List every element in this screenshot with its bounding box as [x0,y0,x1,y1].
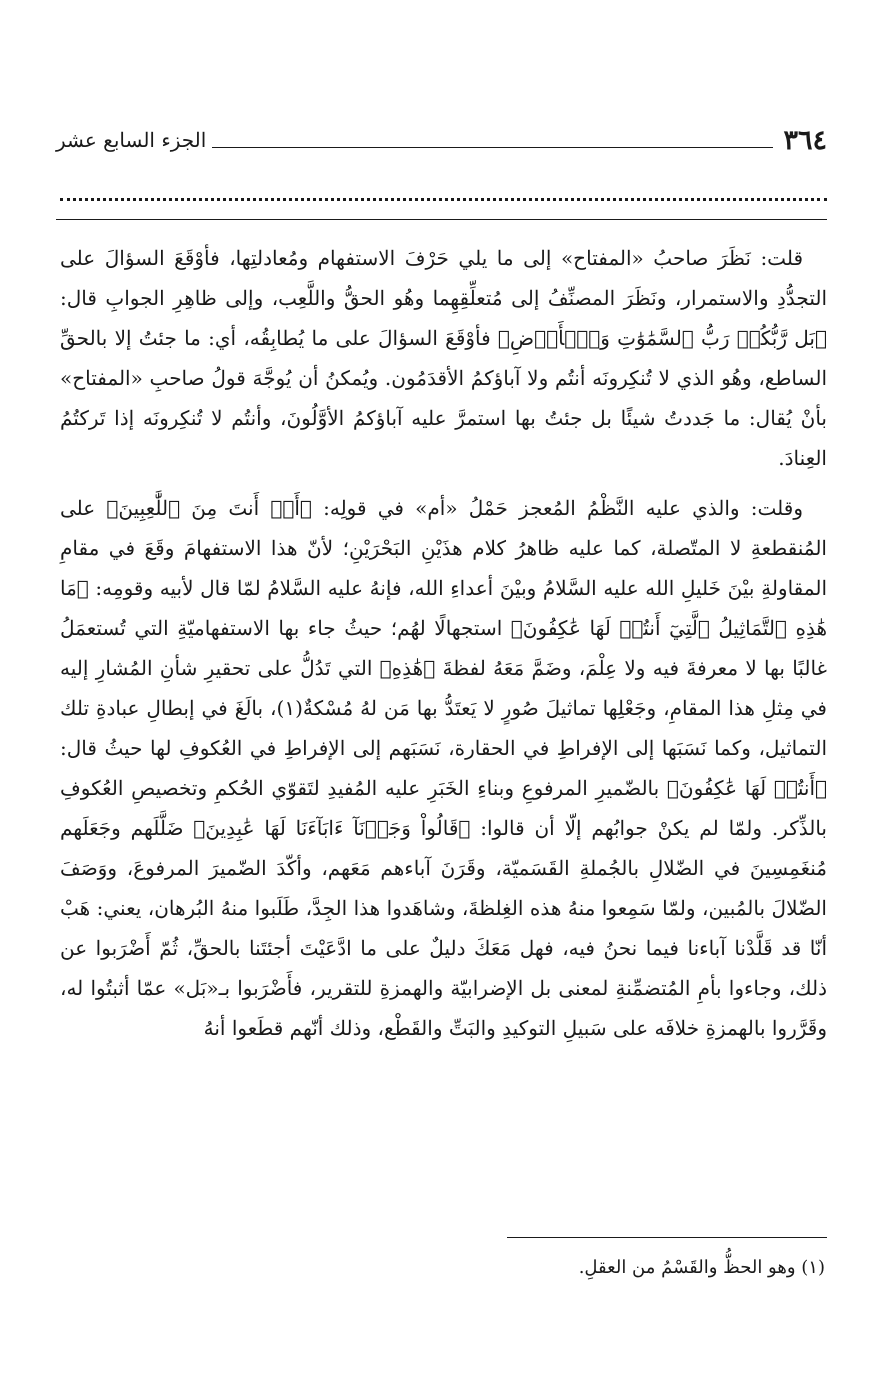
main-text [60,238,827,1058]
solid-divider [56,219,827,220]
running-head [56,120,827,160]
page-number: ٣٦٤ [783,124,827,156]
footnote-divider [507,1237,827,1238]
header-rule [212,147,773,148]
footnote: (١) وهو الحظُّ والقَسْمُ من العقلِ. [578,1257,825,1278]
section-title: الجزء السابع عشر [56,128,207,152]
paragraph-1: قلت: نَظَرَ صاحبُ «المفتاح» إلى ما يلي حَرْفَ الاستفهام ومُعادلتِها، فأوْقَعَ السؤالَ على التجدُّدِ والاستمرار، ونَظَرَ المصنِّفُ إلى مُتعلِّقِهِما وهُو الحقُّ واللَّعِب، وإلى ظاهِرِ الجوابِ قال: ﴿بَل رَّبُّكُمۡ رَبُّ ٱلسَّمَٰوَٰتِ وَٱلۡأَرۡضِ﴾ فأوْقَعَ السؤالَ على ما يُطابِقُه، أي: ما جئتُ إلا بالحقِّ الساطع، وهُو الذي لا تُنكِرونَه أنتُم ولا آباؤكمُ الأقدَمُون. ويُمكنُ أن يُوجَّهَ قولُ صاحبِ «المفتاح» بأنْ يُقال: ما جَددتُ شيئًا بل جئتُ بها استمرَّ عليه آباؤكمُ الأوَّلُونَ، وأنتُم لا تُنكِرونَه إذا تَركتُمُ العِنادَ. [60,246,827,470]
paragraph-2: وقلت: والذي عليه النَّظْمُ المُعجز حَمْلُ «أم» في قولِه: ﴿أَمۡ أَنتَ مِنَ ٱللَّٰعِبِينَ﴾ على المُنقطعةِ لا المتّصلة، كما عليه ظاهرُ كلام هذَيْنِ البَحْرَيْنِ؛ لأنّ هذا الاستفهامَ وقَعَ في مقامِ المقاولةِ بيْنَ خَليلِ الله عليه السَّلامُ وبيْنَ أعداءِ الله، فإنهُ عليه السَّلامُ لمّا قال لأبيه وقومِه: ﴿مَا هَٰذِهِ ٱلتَّمَاثِيلُ ٱلَّتِيٓ أَنتُمۡ لَهَا عَٰكِفُونَ﴾ استجهالًا لهُم؛ حيثُ جاء بها الاستفهاميّةِ التي تُستعمَلُ غالبًا بها لا معرفةَ فيه ولا عِلْمَ، وضَمَّ مَعَهُ لفظةَ ﴿هَٰذِهِ﴾ التي تَدُلُّ على تحقيرِ شأنِ المُشارِ إليه في مِثلِ هذا المقامِ، وجَعْلِها تماثيلَ صُورٍ لا يَعتَدُّ بها مَن لهُ مُسْكةٌ(١)، بالَغَ في إبطالِ عبادةِ تلك التماثيل، وكما نَسَبَها إلى الإفراطِ في الحقارة، نَسَبَهم إلى الإفراطِ في العُكوفِ لها حيثُ قال: ﴿أَنتُمۡ لَهَا عَٰكِفُونَ﴾ بالضّميرِ المرفوعِ وبناءِ الخَبَرِ عليه المُفيدِ لتَقوّي الحُكمِ وتخصيصِ العُكوفِ بالذِّكر. ولمّا لم يكنْ جوابُهم إلّا أن قالوا: ﴿قَالُواْ وَجَدۡنَآ ءَابَآءَنَا لَهَا عَٰبِدِينَ﴾ ضَلَّلَهم وجَعَلَهم مُنغَمِسِينَ في الضّلالِ بالجُملةِ القَسَميّة، وقَرَنَ آباءهم مَعَهم، وأكّدَ الضّميرَ المرفوعَ، ووَصَفَ الضّلالَ بالمُبين، ولمّا سَمِعوا منهُ هذه الغِلظةَ، وشاهَدوا هذا الجِدَّ، طَلَبوا منهُ البُرهان، يعني: هَبْ أنّا قد قَلَّدْنا آباءنا فيما نحنُ فيه، فهل مَعَكَ دليلٌ على ما ادَّعَيْتَ أجئتَنا بالحقِّ، ثُمّ أَضْرَبوا عن ذلك، وجاءوا بأمِ المُتضمِّنةِ لمعنى بل الإضرابيّة والهمزةِ للتقرير، فأَضْرَبوا بـ«بَل» عمّا أثبتُوا له، وقَرَّروا بالهمزةِ خلافَه على سَبيلِ التوكيدِ والبَتِّ والقَطْع، وذلك أنّهم قطَعوا أنهُ [60,496,827,1040]
dotted-divider [60,198,827,201]
